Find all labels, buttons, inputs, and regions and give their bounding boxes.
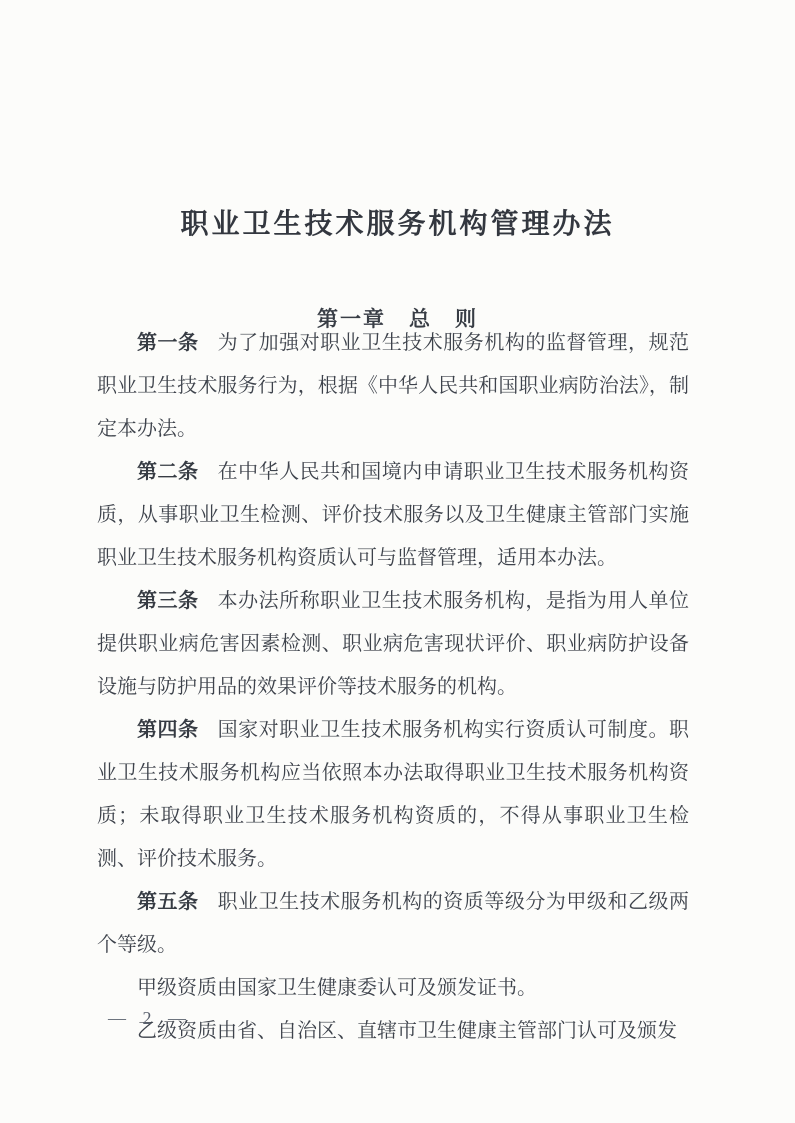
article-label: 第五条 — [137, 891, 199, 913]
paragraph-text: 甲级资质由国家卫生健康委认可及颁发证书。 — [137, 977, 537, 999]
article-label: 第三条 — [137, 590, 199, 612]
document-body — [97, 322, 689, 1053]
paragraph-article-1 — [97, 322, 689, 451]
paragraph-text: 在中华人民共和国境内申请职业卫生技术服务机构资质，从事职业卫生检测、评价技术服务以及卫生健康主管部门实施职业卫生技术服务机构资质认可与监督管理，适用本办法。 — [97, 461, 690, 569]
article-label: 第二条 — [137, 461, 199, 483]
document-title: 职业卫生技术服务机构管理办法 — [180, 207, 615, 239]
paragraph-article-5 — [97, 881, 689, 967]
paragraph-text: 国家对职业卫生技术服务机构实行资质认可制度。职业卫生技术服务机构应当依照本办法取得职业卫生技术服务机构资质；未取得职业卫生技术服务机构资质的，不得从事职业卫生检测、评价技术服务。 — [97, 719, 690, 870]
paragraph-plain-1 — [97, 967, 689, 1010]
page-number: — 2 — — [108, 1008, 192, 1028]
paragraph-text: 职业卫生技术服务机构的资质等级分为甲级和乙级两个等级。 — [97, 891, 690, 956]
paragraph-article-3 — [97, 580, 689, 709]
article-label: 第四条 — [137, 719, 199, 741]
paragraph-article-2 — [97, 451, 689, 580]
paragraph-article-4 — [97, 709, 689, 881]
article-label: 第一条 — [137, 332, 199, 354]
chapter-heading: 第一章 总 则 — [317, 308, 478, 332]
paragraph-text: 为了加强对职业卫生技术服务机构的监督管理，规范职业卫生技术服务行为，根据《中华人民共和国职业病防治法》，制定本办法。 — [97, 332, 690, 440]
paragraph-text: 乙级资质由省、自治区、直辖市卫生健康主管部门认可及颁发 — [137, 1020, 677, 1042]
paragraph-text: 本办法所称职业卫生技术服务机构，是指为用人单位提供职业病危害因素检测、职业病危害现状评价、职业病防护设备设施与防护用品的效果评价等技术服务的机构。 — [97, 590, 690, 698]
